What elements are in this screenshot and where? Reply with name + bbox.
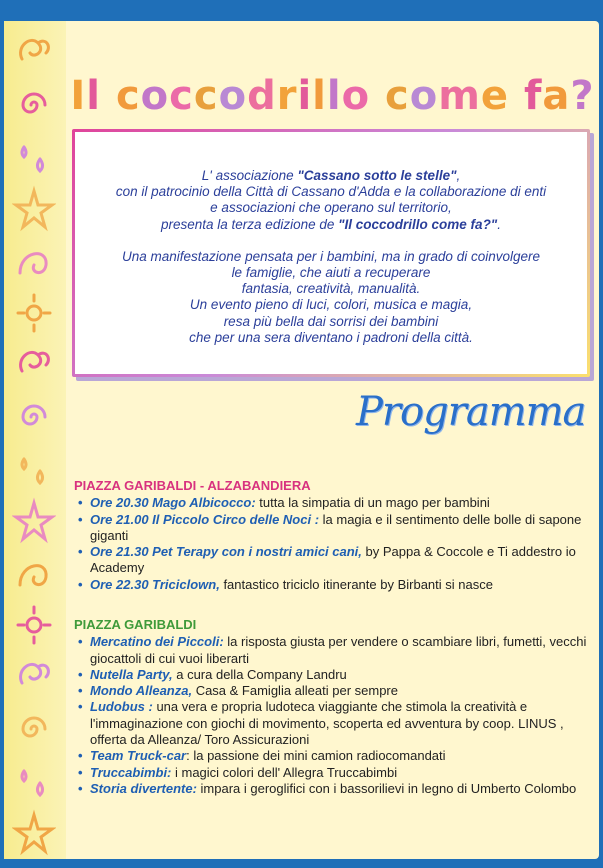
program-item-highlight: Ore 20.30 Mago Albicocco:	[90, 495, 256, 511]
title-letter: c	[385, 73, 410, 119]
title-letter: d	[247, 73, 277, 119]
title-letter: l	[86, 73, 101, 119]
program-item	[74, 544, 589, 577]
program-item	[74, 577, 589, 593]
intro-text: .	[497, 216, 501, 232]
star-doodle-icon	[12, 497, 56, 545]
title-letter: r	[276, 73, 298, 119]
program-item-highlight: Ludobus :	[90, 699, 153, 715]
spiral-doodle-icon	[12, 393, 56, 441]
program-item-text: fantastico triciclo itinerante by Birbanti si nasce	[219, 576, 493, 592]
intro-line	[75, 217, 587, 233]
star-doodle-icon	[12, 809, 56, 857]
program-item-highlight: Ore 22.30 Triciclown,	[90, 576, 220, 592]
drops-doodle-icon	[12, 445, 56, 493]
programma-heading: Programma	[356, 389, 586, 435]
program-item-highlight: Mercatino dei Piccoli:	[90, 634, 224, 650]
title-letter: c	[193, 73, 219, 119]
section-piazza-garibaldi	[74, 617, 589, 797]
intro-line: e associazioni che operano sul territorio,	[210, 200, 452, 216]
drops-doodle-icon	[12, 133, 56, 181]
title-letter: m	[438, 73, 481, 119]
program-item-highlight: Storia divertente:	[90, 780, 197, 796]
intro-line: che per una sera diventano i padroni della città.	[189, 329, 473, 345]
program-item-text: impara i geroglifici con i bassorilievi in legno di Umberto Colombo	[196, 780, 577, 796]
title-letter: I	[70, 73, 87, 119]
program-item-text: una vera e propria ludoteca viaggiante che stimola la creatività e l'immaginazione con giochi di movimento, scoperta ed avventura by coop. LINUS , offerta da Alleanza/ Toro Assicurazioni	[90, 699, 564, 748]
program-item	[74, 748, 589, 764]
title-letter: c	[169, 73, 194, 119]
association-name: "Cassano sotto le stelle"	[297, 168, 457, 183]
title-letter: o	[218, 73, 248, 119]
program-item	[74, 667, 589, 683]
program-item-text: tutta la simpatia di un mago per bambini	[255, 495, 490, 511]
title-letter: l	[326, 73, 342, 119]
page-title	[66, 73, 599, 119]
intro-paragraph	[75, 249, 587, 346]
curl-doodle-icon	[12, 237, 56, 285]
program-item	[74, 699, 589, 748]
intro-text: presenta la terza edizione de	[161, 216, 339, 232]
spiral-doodle-icon	[12, 81, 56, 129]
spiral-doodle-icon	[12, 705, 56, 753]
intro-line	[75, 168, 587, 184]
title-letter: c	[115, 73, 141, 119]
section-title: PIAZZA GARIBALDI - ALZABANDIERA	[74, 478, 311, 493]
intro-line: le famiglie, che aiuti a recuperare	[231, 265, 431, 281]
program-item-highlight: Nutella Party,	[90, 666, 173, 682]
title-letter	[101, 73, 116, 119]
event-name: "Il coccodrillo come fa?"	[338, 216, 498, 232]
program-item-highlight: Ore 21.00 Il Piccolo Circo delle Noci :	[90, 511, 320, 527]
star-doodle-icon	[12, 185, 56, 233]
program-list	[74, 634, 589, 797]
intro-box	[72, 129, 590, 377]
title-letter: ?	[570, 73, 595, 119]
intro-text: L' associazione	[201, 168, 298, 183]
intro-line: Una manifestazione pensata per i bambini, ma in grado di coinvolgere	[122, 248, 540, 264]
intro-line: resa più bella dai sorrisi dei bambini	[223, 313, 439, 329]
program-item-text: : la passione dei mini camion radiocomandati	[186, 748, 446, 764]
title-letter: l	[312, 73, 327, 119]
swirl-doodle-icon	[12, 653, 56, 701]
program-item-text: by Pappa & Coccole e Ti addestro io Academy	[90, 544, 576, 576]
program-item	[74, 765, 589, 781]
decorative-doodle-strip	[4, 21, 66, 859]
sun-doodle-icon	[12, 289, 56, 337]
program-item-highlight: Truccabimbi:	[90, 764, 172, 780]
program-item-highlight: Mondo Alleanza,	[90, 683, 193, 699]
program-item	[74, 634, 589, 667]
title-letter	[509, 73, 524, 119]
title-letter: o	[341, 73, 371, 119]
swirl-doodle-icon	[12, 341, 56, 389]
title-letter: i	[297, 73, 313, 119]
program-item-text: i magici colori dell' Allegra Truccabimbi	[171, 764, 398, 780]
title-letter: f	[523, 73, 543, 119]
program-item-text: a cura della Company Landru	[172, 666, 347, 682]
section-alzabandiera	[74, 478, 589, 593]
program-list	[74, 495, 589, 593]
title-letter	[370, 73, 385, 119]
title-letter: o	[409, 73, 439, 119]
swirl-doodle-icon	[12, 29, 56, 77]
title-letter: e	[480, 73, 510, 119]
title-letter: o	[140, 73, 170, 119]
intro-line: fantasia, creatività, manualità.	[241, 281, 421, 297]
program-item	[74, 512, 589, 545]
program-item-text: la magia e il sentimento delle bolle di sapone giganti	[90, 511, 582, 543]
section-title: PIAZZA GARIBALDI	[74, 617, 197, 632]
drops-doodle-icon	[12, 757, 56, 805]
program-item-highlight: Team Truck-car	[90, 748, 187, 764]
flyer-page	[4, 21, 599, 859]
program-item-text: la risposta giusta per vendere o scambiare libri, fumetti, vecchi giocattoli di cui vuoi liberarti	[90, 634, 587, 666]
title-letter: a	[542, 73, 571, 119]
curl-doodle-icon	[12, 549, 56, 597]
intro-text: ,	[456, 168, 461, 183]
intro-line: con il patrocinio della Città di Cassano d'Adda e la collaborazione di enti	[115, 184, 547, 200]
program-item	[74, 781, 589, 797]
sun-doodle-icon	[12, 601, 56, 649]
program-item-highlight: Ore 21.30 Pet Terapy con i nostri amici cani,	[90, 544, 362, 560]
program-item	[74, 495, 589, 511]
program-item-text: Casa & Famiglia alleati per sempre	[192, 683, 398, 699]
program-item	[74, 683, 589, 699]
intro-line: Un evento pieno di luci, colori, musica e magia,	[189, 297, 473, 313]
